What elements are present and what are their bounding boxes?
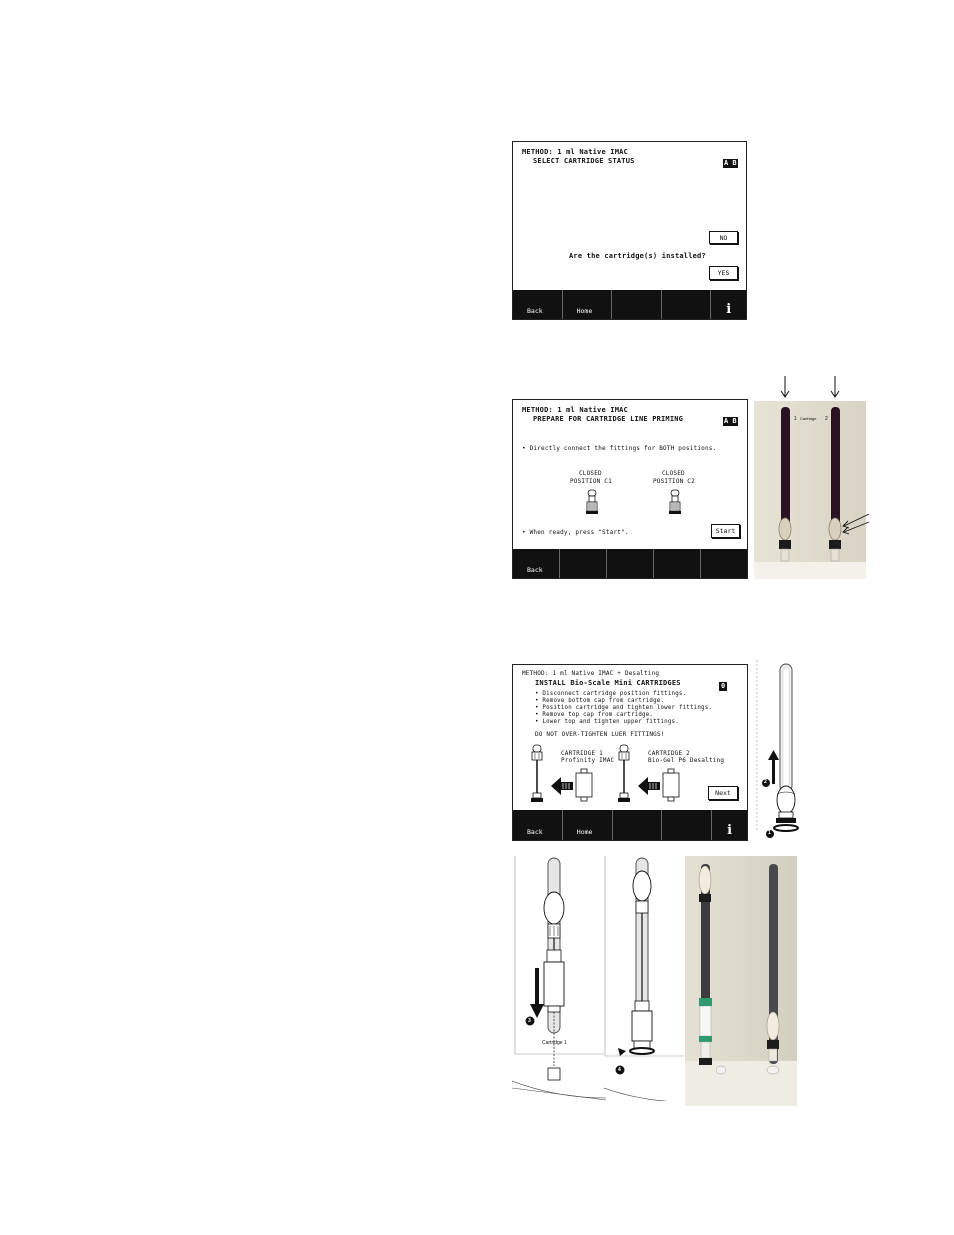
cartridge-2-label: CARTRIDGE 2 [648, 750, 690, 757]
step-2-number: 2 [764, 779, 767, 785]
softkey-blank-3[interactable] [607, 549, 654, 578]
step-badge: 0 [721, 682, 726, 690]
softkey-blank-4[interactable] [654, 549, 701, 578]
softkey-blank-3[interactable] [613, 810, 663, 840]
step-1-number: 1 [768, 830, 771, 836]
cartridge-positions-photo [754, 374, 870, 579]
softkey-bar [513, 549, 747, 578]
closed-fitting-c1-icon [585, 489, 599, 515]
step-3-illustration [512, 856, 606, 1101]
no-button[interactable]: NO [709, 231, 738, 244]
screen-prepare-priming [512, 399, 748, 579]
channel-badge: A B [724, 159, 737, 167]
cartridge-2-type: Bio-Gel P6 Desalting [648, 757, 725, 764]
cartridge-1-type: Profinity IMAC [561, 757, 615, 764]
bullet-5: • Lower top and tighten upper fittings. [535, 719, 679, 725]
method-title: METHOD: 1 ml Native IMAC [522, 406, 628, 414]
bullet-4: • Remove top cap from cartridge. [535, 712, 654, 718]
yes-button[interactable]: YES [709, 266, 738, 280]
position-c1-status: CLOSED [579, 470, 602, 477]
instruction-text: • Directly connect the fittings for BOTH positions. [522, 445, 717, 452]
bullet-1: • Disconnect cartridge position fittings. [535, 691, 687, 697]
bullet-2: • Remove bottom cap from cartridge. [535, 698, 665, 704]
photo-label-1: 1 [794, 416, 797, 422]
screen-select-cartridge-status [512, 141, 747, 320]
closed-fitting-c2-icon [668, 489, 682, 515]
page-title: SELECT CARTRIDGE STATUS [533, 157, 635, 165]
step-3-number: 3 [528, 1018, 531, 1024]
photo-label-2: 2 [825, 416, 828, 422]
installed-cartridge-photo [685, 856, 797, 1106]
position-c1-label: POSITION C1 [570, 478, 612, 485]
cartridge-1-label: CARTRIDGE 1 [561, 750, 603, 757]
position-c2-status: CLOSED [662, 470, 685, 477]
method-title: METHOD: 1 ml Native IMAC + Desalting [522, 670, 660, 677]
softkey-bar [513, 290, 746, 319]
position-c2-label: POSITION C2 [653, 478, 695, 485]
page-title: PREPARE FOR CARTRIDGE LINE PRIMING [533, 415, 684, 423]
softkey-back[interactable]: Back [513, 290, 563, 319]
screen-install-cartridges [512, 664, 748, 841]
softkey-blank-4[interactable] [662, 810, 712, 840]
channel-badge: A B [724, 417, 737, 425]
softkey-blank-5[interactable] [701, 549, 747, 578]
info-icon[interactable]: i [727, 823, 733, 838]
softkey-home[interactable]: Home [563, 810, 613, 840]
cartridge-1-caption: Cartridge 1 [542, 1040, 567, 1046]
softkey-home[interactable]: Home [563, 290, 613, 319]
warning-text: DO NOT OVER-TIGHTEN LUER FITTINGS! [535, 731, 665, 738]
ready-instruction: • When ready, press "Start". [522, 529, 629, 536]
softkey-bar [513, 810, 747, 840]
softkey-back[interactable]: Back [513, 810, 563, 840]
softkey-blank-2[interactable] [560, 549, 607, 578]
info-icon[interactable]: i [726, 302, 732, 317]
question-text: Are the cartridge(s) installed? [569, 252, 706, 260]
start-button[interactable]: Start [711, 524, 740, 538]
step-1-2-illustration [754, 660, 828, 845]
bullet-3: • Position cartridge and tighten lower fittings. [535, 705, 713, 711]
softkey-blank-4[interactable] [662, 290, 712, 319]
next-button[interactable]: Next [708, 786, 738, 800]
softkey-blank-3[interactable] [612, 290, 662, 319]
photo-label-cartridge: Cartridge [800, 416, 817, 421]
step-4-illustration [604, 856, 686, 1101]
softkey-back[interactable]: Back [513, 549, 560, 578]
method-title: METHOD: 1 ml Native IMAC [522, 148, 628, 156]
step-4-number: 4 [618, 1067, 621, 1073]
page-title: INSTALL Bio-Scale Mini CARTRIDGES [535, 679, 681, 687]
